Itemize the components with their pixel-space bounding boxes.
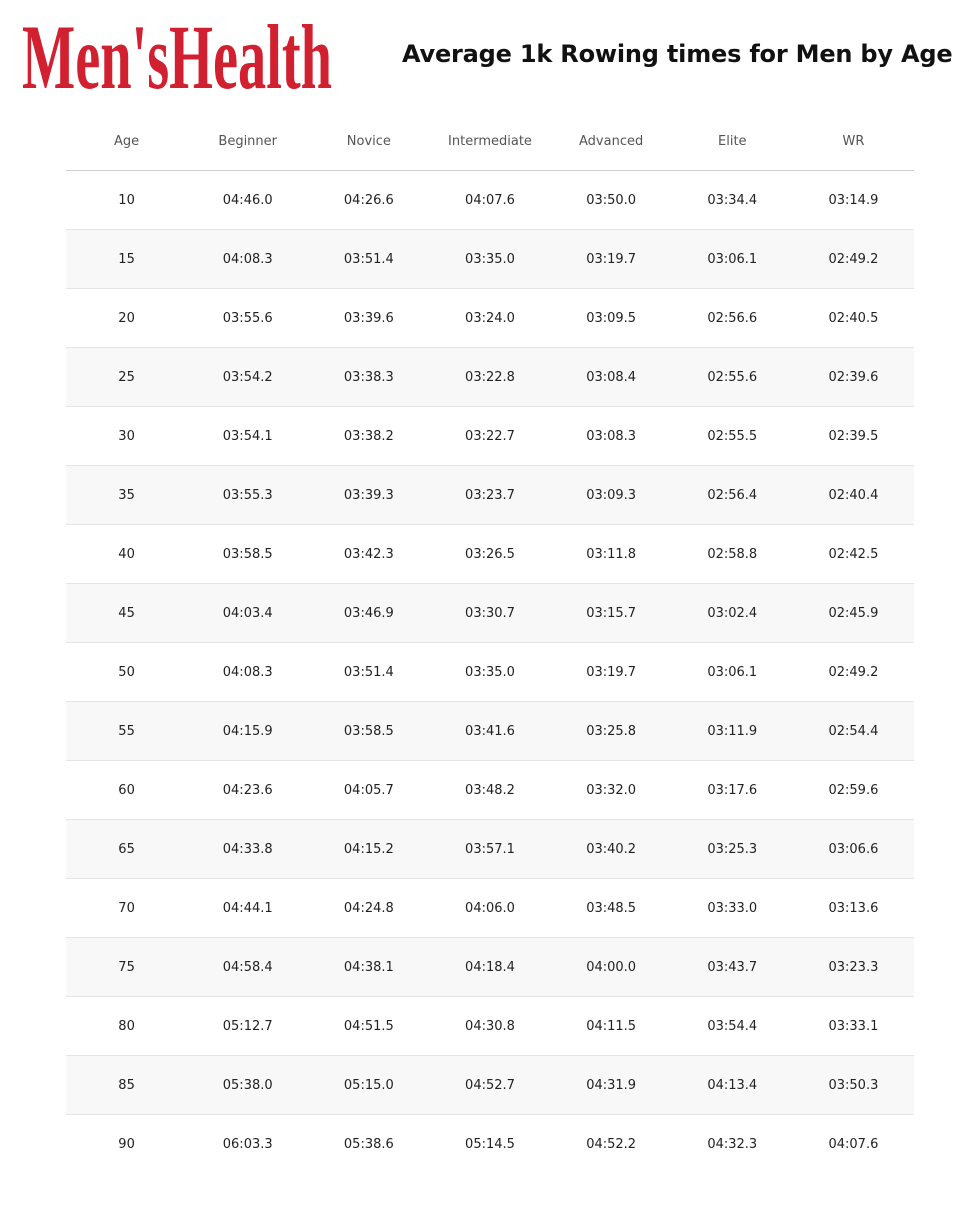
table-cell-intermediate: 03:57.1	[429, 820, 550, 879]
page-title: Average 1k Rowing times for Men by Age	[402, 40, 953, 68]
table-cell-elite: 03:06.1	[672, 643, 793, 702]
table-cell-intermediate: 05:14.5	[465, 1136, 515, 1152]
table-cell-elite: 02:55.5	[672, 407, 793, 466]
table-cell-advanced: 03:11.8	[551, 525, 672, 584]
table-cell-wr: 04:07.6	[828, 1136, 879, 1152]
table-row	[66, 879, 914, 938]
table-row	[66, 348, 914, 407]
table-cell-wr: 02:42.5	[793, 525, 914, 584]
column-header-intermediate: Intermediate	[429, 112, 550, 171]
table-cell-novice: 05:15.0	[308, 1056, 429, 1115]
table-cell-beginner: 04:03.4	[187, 584, 308, 643]
table-cell-age: 85	[66, 1056, 187, 1115]
table-cell-wr: 02:59.6	[793, 761, 914, 820]
table-cell-advanced: 03:08.3	[551, 407, 672, 466]
table-cell-advanced: 03:40.2	[551, 820, 672, 879]
table-cell-beginner: 04:08.3	[187, 230, 308, 289]
table-cell-age: 45	[66, 584, 187, 643]
table-cell-intermediate: 04:30.8	[429, 997, 550, 1056]
table-cell-beginner: 04:15.9	[187, 702, 308, 761]
table-cell-intermediate: 03:41.6	[429, 702, 550, 761]
table-cell-elite: 04:13.4	[672, 1056, 793, 1115]
table-cell-age: 40	[66, 525, 187, 584]
table-cell-beginner: 03:54.2	[187, 348, 308, 407]
column-header-elite: Elite	[672, 112, 793, 171]
table-cell-age: 60	[66, 761, 187, 820]
table-cell-elite: 03:02.4	[672, 584, 793, 643]
table-cell-intermediate: 03:26.5	[429, 525, 550, 584]
table-cell-novice: 04:26.6	[308, 171, 429, 230]
table-cell-novice: 05:38.6	[343, 1136, 394, 1152]
table-row	[66, 702, 914, 761]
table-cell-novice: 03:51.4	[308, 230, 429, 289]
logo-wordmark: Men'sHealth	[22, 6, 332, 108]
table-cell-novice: 04:38.1	[308, 938, 429, 997]
table-cell-beginner: 04:08.3	[187, 643, 308, 702]
table-cell-age: 90	[118, 1136, 135, 1152]
mens-health-logo-graphic	[22, 6, 334, 108]
table-cell-beginner: 04:44.1	[187, 879, 308, 938]
table-row	[66, 643, 914, 702]
table-cell-advanced: 03:32.0	[551, 761, 672, 820]
table-cell-beginner: 06:03.3	[222, 1136, 273, 1152]
table-cell-elite: 03:17.6	[672, 761, 793, 820]
table-cell-intermediate: 03:22.7	[429, 407, 550, 466]
table-cell-novice: 03:38.3	[308, 348, 429, 407]
table-cell-novice: 03:39.6	[308, 289, 429, 348]
table-cell-wr: 02:40.4	[793, 466, 914, 525]
table-cell-wr: 03:23.3	[793, 938, 914, 997]
table-header-row	[66, 112, 914, 171]
table-cell-beginner: 04:33.8	[187, 820, 308, 879]
table-cell-age: 25	[66, 348, 187, 407]
table-cell-wr: 02:40.5	[793, 289, 914, 348]
table-row	[66, 171, 914, 230]
table-cell-intermediate: 03:48.2	[429, 761, 550, 820]
table-cell-elite: 03:54.4	[672, 997, 793, 1056]
table-cell-wr: 02:45.9	[793, 584, 914, 643]
table-cell-intermediate: 03:22.8	[429, 348, 550, 407]
column-header-novice: Novice	[308, 112, 429, 171]
table-cell-beginner: 03:54.1	[187, 407, 308, 466]
table-cell-advanced: 03:19.7	[551, 643, 672, 702]
table-row	[66, 1115, 914, 1174]
table-cell-wr: 02:49.2	[793, 643, 914, 702]
table-cell-advanced: 03:19.7	[551, 230, 672, 289]
table-cell-intermediate: 04:18.4	[429, 938, 550, 997]
table-cell-beginner: 03:58.5	[187, 525, 308, 584]
table-cell-wr: 02:39.6	[793, 348, 914, 407]
table-cell-wr: 03:13.6	[793, 879, 914, 938]
table-cell-age: 50	[66, 643, 187, 702]
table-cell-elite: 02:58.8	[672, 525, 793, 584]
table-cell-elite: 03:25.3	[672, 820, 793, 879]
column-header-advanced: Advanced	[551, 112, 672, 171]
table-cell-intermediate: 03:30.7	[429, 584, 550, 643]
table-cell-wr: 03:33.1	[793, 997, 914, 1056]
table-cell-intermediate: 03:23.7	[429, 466, 550, 525]
table-cell-advanced: 03:09.3	[551, 466, 672, 525]
table-row	[66, 584, 914, 643]
mens-health-logo	[22, 6, 334, 108]
table-cell-age: 65	[66, 820, 187, 879]
table-row	[66, 289, 914, 348]
table-cell-novice: 03:51.4	[308, 643, 429, 702]
rowing-times-table	[66, 112, 914, 1173]
table-cell-elite: 03:43.7	[672, 938, 793, 997]
table-cell-elite: 03:06.1	[672, 230, 793, 289]
table-cell-beginner: 05:38.0	[187, 1056, 308, 1115]
table-cell-intermediate: 03:24.0	[429, 289, 550, 348]
table-cell-novice: 03:46.9	[308, 584, 429, 643]
table-row	[66, 938, 914, 997]
column-header-age: Age	[66, 112, 187, 171]
table-cell-wr: 02:39.5	[793, 407, 914, 466]
table-cell-advanced: 03:08.4	[551, 348, 672, 407]
table-cell-intermediate: 04:52.7	[429, 1056, 550, 1115]
table-row	[66, 407, 914, 466]
table-cell-novice: 04:05.7	[308, 761, 429, 820]
table-cell-advanced: 04:31.9	[551, 1056, 672, 1115]
table-cell-wr: 03:50.3	[793, 1056, 914, 1115]
table-row	[66, 525, 914, 584]
table-cell-advanced: 04:11.5	[551, 997, 672, 1056]
table-cell-elite: 02:56.4	[672, 466, 793, 525]
table-row	[66, 230, 914, 289]
table-cell-novice: 04:15.2	[308, 820, 429, 879]
table-cell-age: 15	[66, 230, 187, 289]
table-cell-wr: 02:49.2	[793, 230, 914, 289]
table-cell-intermediate: 03:35.0	[429, 230, 550, 289]
table-cell-advanced: 03:15.7	[551, 584, 672, 643]
table-cell-novice: 04:24.8	[308, 879, 429, 938]
table-cell-age: 10	[66, 171, 187, 230]
table-cell-beginner: 04:23.6	[187, 761, 308, 820]
table-cell-advanced: 03:50.0	[551, 171, 672, 230]
table-cell-novice: 03:58.5	[308, 702, 429, 761]
table-cell-elite: 03:34.4	[672, 171, 793, 230]
table-cell-intermediate: 04:07.6	[429, 171, 550, 230]
table-cell-age: 20	[66, 289, 187, 348]
table-row	[66, 466, 914, 525]
table-cell-elite: 03:11.9	[672, 702, 793, 761]
table-cell-wr: 02:54.4	[793, 702, 914, 761]
table-cell-intermediate: 04:06.0	[429, 879, 550, 938]
column-header-beginner: Beginner	[187, 112, 308, 171]
table-row	[66, 1056, 914, 1115]
table-cell-wr: 03:06.6	[793, 820, 914, 879]
table-cell-beginner: 05:12.7	[187, 997, 308, 1056]
table-row	[66, 761, 914, 820]
table-cell-age: 35	[66, 466, 187, 525]
table-row	[66, 997, 914, 1056]
table-cell-advanced: 04:00.0	[551, 938, 672, 997]
table-cell-beginner: 03:55.6	[187, 289, 308, 348]
table-cell-intermediate: 03:35.0	[429, 643, 550, 702]
table-cell-advanced: 03:48.5	[551, 879, 672, 938]
table-cell-beginner: 04:58.4	[187, 938, 308, 997]
table-row	[66, 820, 914, 879]
column-header-wr: WR	[793, 112, 914, 171]
table-cell-beginner: 03:55.3	[187, 466, 308, 525]
table-cell-elite: 04:32.3	[707, 1136, 758, 1152]
table-cell-novice: 04:51.5	[308, 997, 429, 1056]
table-cell-novice: 03:42.3	[308, 525, 429, 584]
table-cell-wr: 03:14.9	[793, 171, 914, 230]
table-cell-advanced: 03:25.8	[551, 702, 672, 761]
table-cell-advanced: 04:52.2	[586, 1136, 637, 1152]
table-cell-elite: 03:33.0	[672, 879, 793, 938]
table-cell-age: 75	[66, 938, 187, 997]
table-cell-advanced: 03:09.5	[551, 289, 672, 348]
table-cell-age: 55	[66, 702, 187, 761]
table-body	[66, 171, 914, 1174]
table-cell-age: 70	[66, 879, 187, 938]
table-cell-elite: 02:55.6	[672, 348, 793, 407]
table-cell-novice: 03:38.2	[308, 407, 429, 466]
table-cell-novice: 03:39.3	[308, 466, 429, 525]
table-cell-age: 30	[66, 407, 187, 466]
table-cell-age: 80	[66, 997, 187, 1056]
table-cell-elite: 02:56.6	[672, 289, 793, 348]
table-cell-beginner: 04:46.0	[187, 171, 308, 230]
